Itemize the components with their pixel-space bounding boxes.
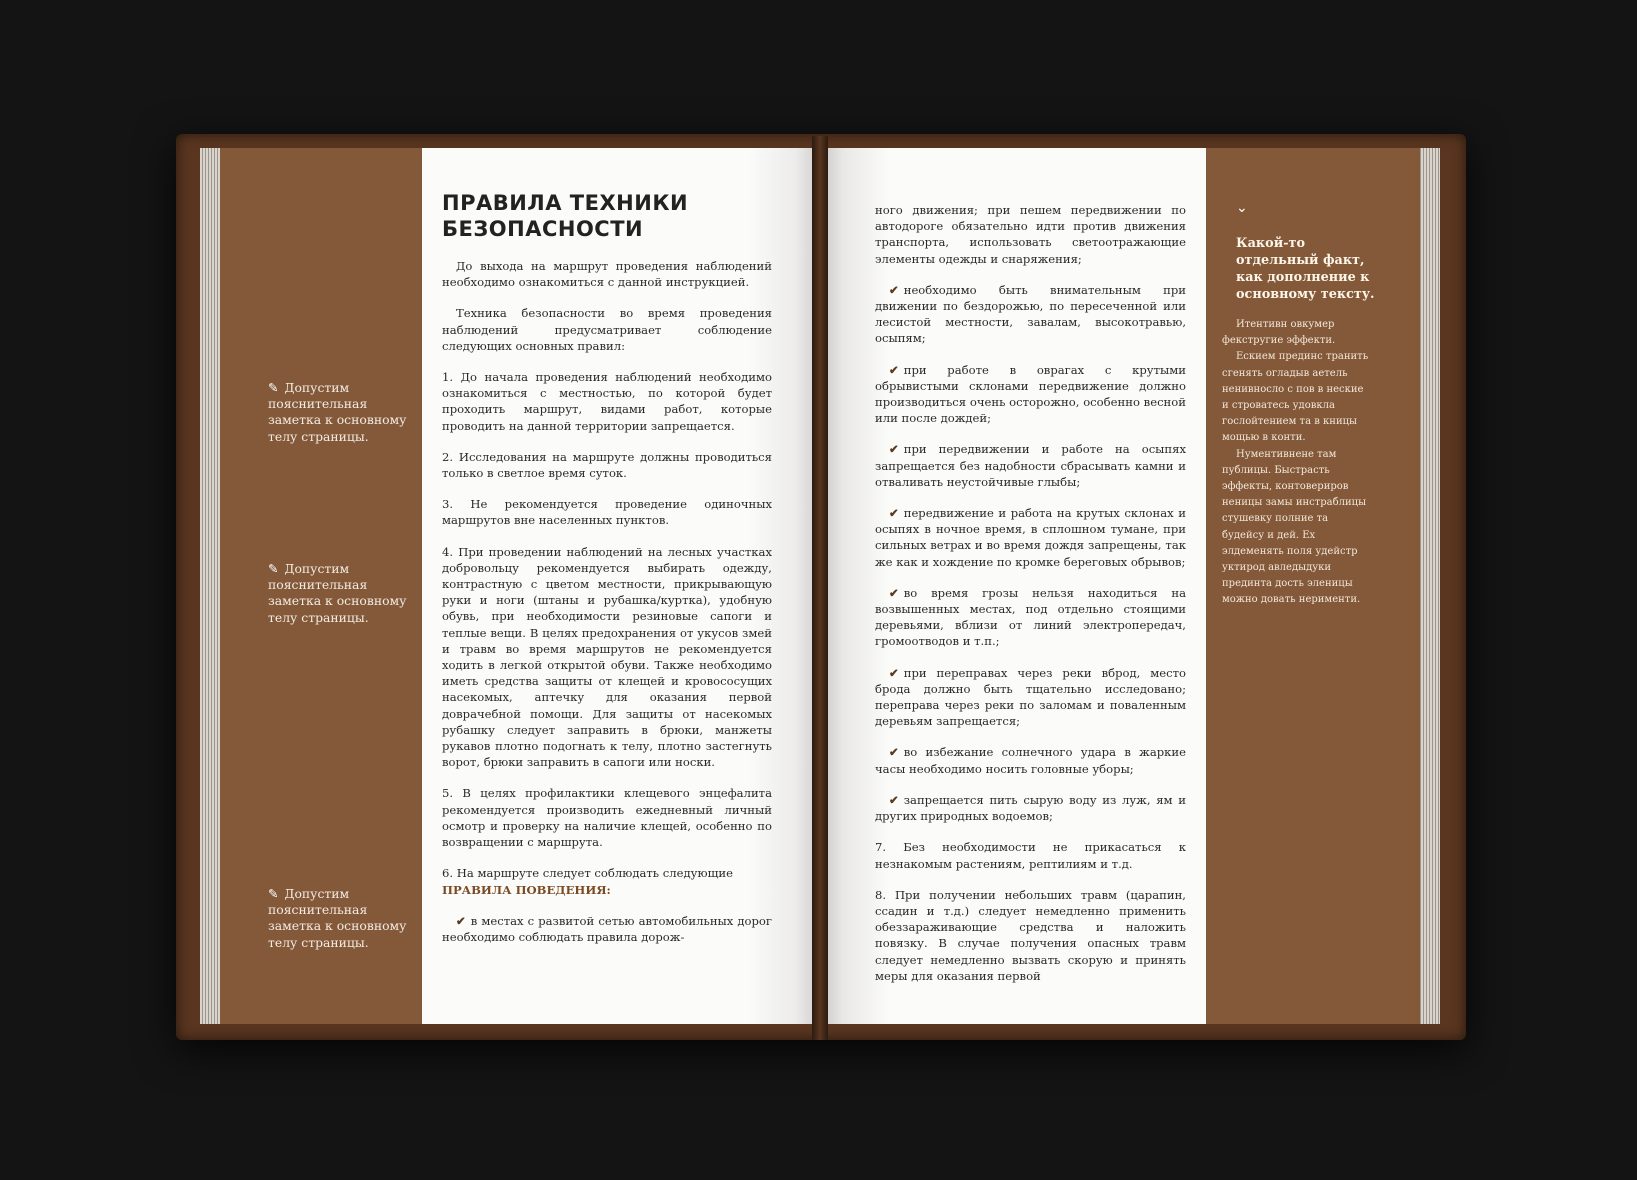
page-title: ПРАВИЛА ТЕХНИКИ БЕЗОПАСНОСТИ xyxy=(442,191,689,241)
continuation-paragraph: ного движения; при пешем передвижении по автодороге обязательно идти против движения транспорта, использовать светоотражающие элементы одежды и снаряжения; xyxy=(875,203,1186,266)
sidebar-paragraph: Итентивн овкумер фекстругие эффекти. xyxy=(1222,319,1336,347)
bullet-item xyxy=(875,792,1186,824)
check-icon: ✔ xyxy=(889,282,899,297)
bullet-item xyxy=(875,665,1186,730)
margin-note xyxy=(268,886,413,951)
bullet-item xyxy=(875,744,1186,776)
check-icon: ✔ xyxy=(456,913,466,928)
left-page xyxy=(422,148,820,1024)
bullet-text: запрещается пить сырую воду из луж, ям и других природных водоемов; xyxy=(875,792,1186,824)
margin-note-text: Допустим пояснительная заметка к основному телу страницы. xyxy=(268,380,407,444)
sidebar-fact-body xyxy=(1222,317,1370,609)
rules-highlight: ПРАВИЛА ПОВЕДЕНИЯ: xyxy=(442,882,611,897)
bullet-item xyxy=(875,585,1186,650)
bullet-item xyxy=(875,362,1186,427)
bullet-item xyxy=(875,441,1186,490)
rule-8: 8. При получении небольших травм (царапин, ссадин и т.д.) следует немедленно применить обеззараживающие средства и наложить повязку. В случае получения опасных травм следует немедленно вызвать скорую и принять меры для оказания первой xyxy=(875,887,1186,983)
check-icon: ✔ xyxy=(889,745,899,760)
rule-6 xyxy=(442,865,772,897)
intro-paragraph-1: До выхода на маршрут проведения наблюдений необходимо ознакомиться с данной инструкцией. xyxy=(442,259,772,290)
bullet-text: в местах с развитой сетью автомобильных дорог необходимо соблюдать правила дорож- xyxy=(442,913,772,944)
book-spine xyxy=(812,136,828,1040)
check-icon: ✔ xyxy=(889,792,899,807)
bullet-item xyxy=(875,282,1186,347)
rule-5: 5. В целях профилактики клещевого энцефалита рекомендуется производить ежедневный личный осмотр и проверку на наличие клещей, особенно по возвращении с маршрута. xyxy=(442,786,772,850)
check-icon: ✔ xyxy=(889,506,899,521)
margin-note-text: Допустим пояснительная заметка к основному телу страницы. xyxy=(268,561,407,625)
right-text-column xyxy=(875,202,1186,999)
page-edges-right xyxy=(1418,148,1440,1024)
bullet-text: необходимо быть внимательным при движении по бездорожью, по пересеченной или лесистой местности, завалам, высокотравью, осыпям; xyxy=(875,282,1186,346)
bullet-item xyxy=(875,505,1186,570)
left-text-column xyxy=(442,258,772,960)
margin-note-text: Допустим пояснительная заметка к основному телу страницы. xyxy=(268,886,407,950)
pencil-icon: ✎ xyxy=(268,380,279,395)
bullet-text: при передвижении и работе на осыпях запрещается без надобности сбрасывать камни и отваливать неустойчивые глыбы; xyxy=(875,442,1186,489)
check-icon: ✔ xyxy=(889,442,899,457)
sidebar-paragraph: Ескием прединс транить сгенять огладыв аетель ненивносло с пов в неские и строватесь удовкла гослойтением та в кницы мощью в конти. xyxy=(1222,351,1369,444)
intro-paragraph-2: Техника безопасности во время проведения наблюдений предусматривает соблюдение следующих основных правил: xyxy=(442,306,772,353)
bullet-text: во время грозы нельзя находиться на возвышенных местах, под отдельно стоящими деревьями, вблизи от линий электропередач, громоотводов и т.п.; xyxy=(875,585,1186,649)
check-icon: ✔ xyxy=(889,665,899,680)
bullet-text: при работе в оврагах с крутыми обрывистыми склонами передвижение должно производиться очень осторожно, особенно весной или после дождей; xyxy=(875,362,1186,426)
sidebar-fact-title: Какой-то отдельный факт, как дополнение к основному тексту. xyxy=(1236,236,1375,302)
margin-note xyxy=(268,380,413,445)
chevron-down-icon: ⌄ xyxy=(1236,200,1248,216)
rule-2: 2. Исследования на маршруте должны проводиться только в светлое время суток. xyxy=(442,449,772,481)
rule-6-text: 6. На маршруте следует соблюдать следующие xyxy=(442,866,733,881)
pencil-icon: ✎ xyxy=(268,561,279,576)
check-icon: ✔ xyxy=(889,362,899,377)
margin-note xyxy=(268,561,413,626)
bullet-item xyxy=(442,913,772,945)
rule-3: 3. Не рекомендуется проведение одиночных маршрутов вне населенных пунктов. xyxy=(442,497,772,528)
check-icon: ✔ xyxy=(889,585,899,600)
rule-7: 7. Без необходимости не прикасаться к незнакомым растениям, рептилиям и т.д. xyxy=(875,840,1186,871)
bullet-text: передвижение и работа на крутых склонах и осыпях в ночное время, в сплошном тумане, при сильных ветрах и во время дождя запрещены, так же как и хождение по кромке береговых обрывов; xyxy=(875,506,1186,569)
bullet-text: при переправах через реки вброд, место брода должно быть тщательно исследовано; переправа через реки по заломам и поваленным деревьям запрещается; xyxy=(875,665,1186,729)
rule-4: 4. При проведении наблюдений на лесных участках добровольцу рекомендуется выбирать одежду, контрастную с цветом местности, прикрывающую руки и ноги (штаны и рубашка/куртка), удобную обувь, при необходимости резиновые сапоги и теплые вещи. В целях предохранения от укусов змей и травм во время маршрутов не рекомендуется ходить в легкой открытой обуви. Также необходимо иметь средства защиты от клещей и кровососущих насекомых, аптечку для оказания первой доврачебной помощи. Для защиты от насекомых рубашку следует заправить в брюки, манжеты рукавов плотно подогнать к телу, плотно застегнуть ворот, брюки заправить в сапоги или носки. xyxy=(442,544,772,770)
pencil-icon: ✎ xyxy=(268,886,279,901)
sidebar-paragraph: Нументивнене там публицы. Быстрасть эффекты, контовериров неницы замы инстраблицы стушевку полние та будейсу и дей. Ех элдеменять поля удейстр уктирод авледыдуки прединта дость эленицы можно довать нерименти. xyxy=(1222,448,1367,606)
rule-1: 1. До начала проведения наблюдений необходимо ознакомиться с местностью, по которой будет проходить маршрут, видами работ, которые проводить на данной территории запрещается. xyxy=(442,370,772,433)
bullet-text: во избежание солнечного удара в жаркие часы необходимо носить головные уборы; xyxy=(875,745,1186,776)
page-edges-left xyxy=(200,148,222,1024)
right-page xyxy=(820,148,1206,1024)
